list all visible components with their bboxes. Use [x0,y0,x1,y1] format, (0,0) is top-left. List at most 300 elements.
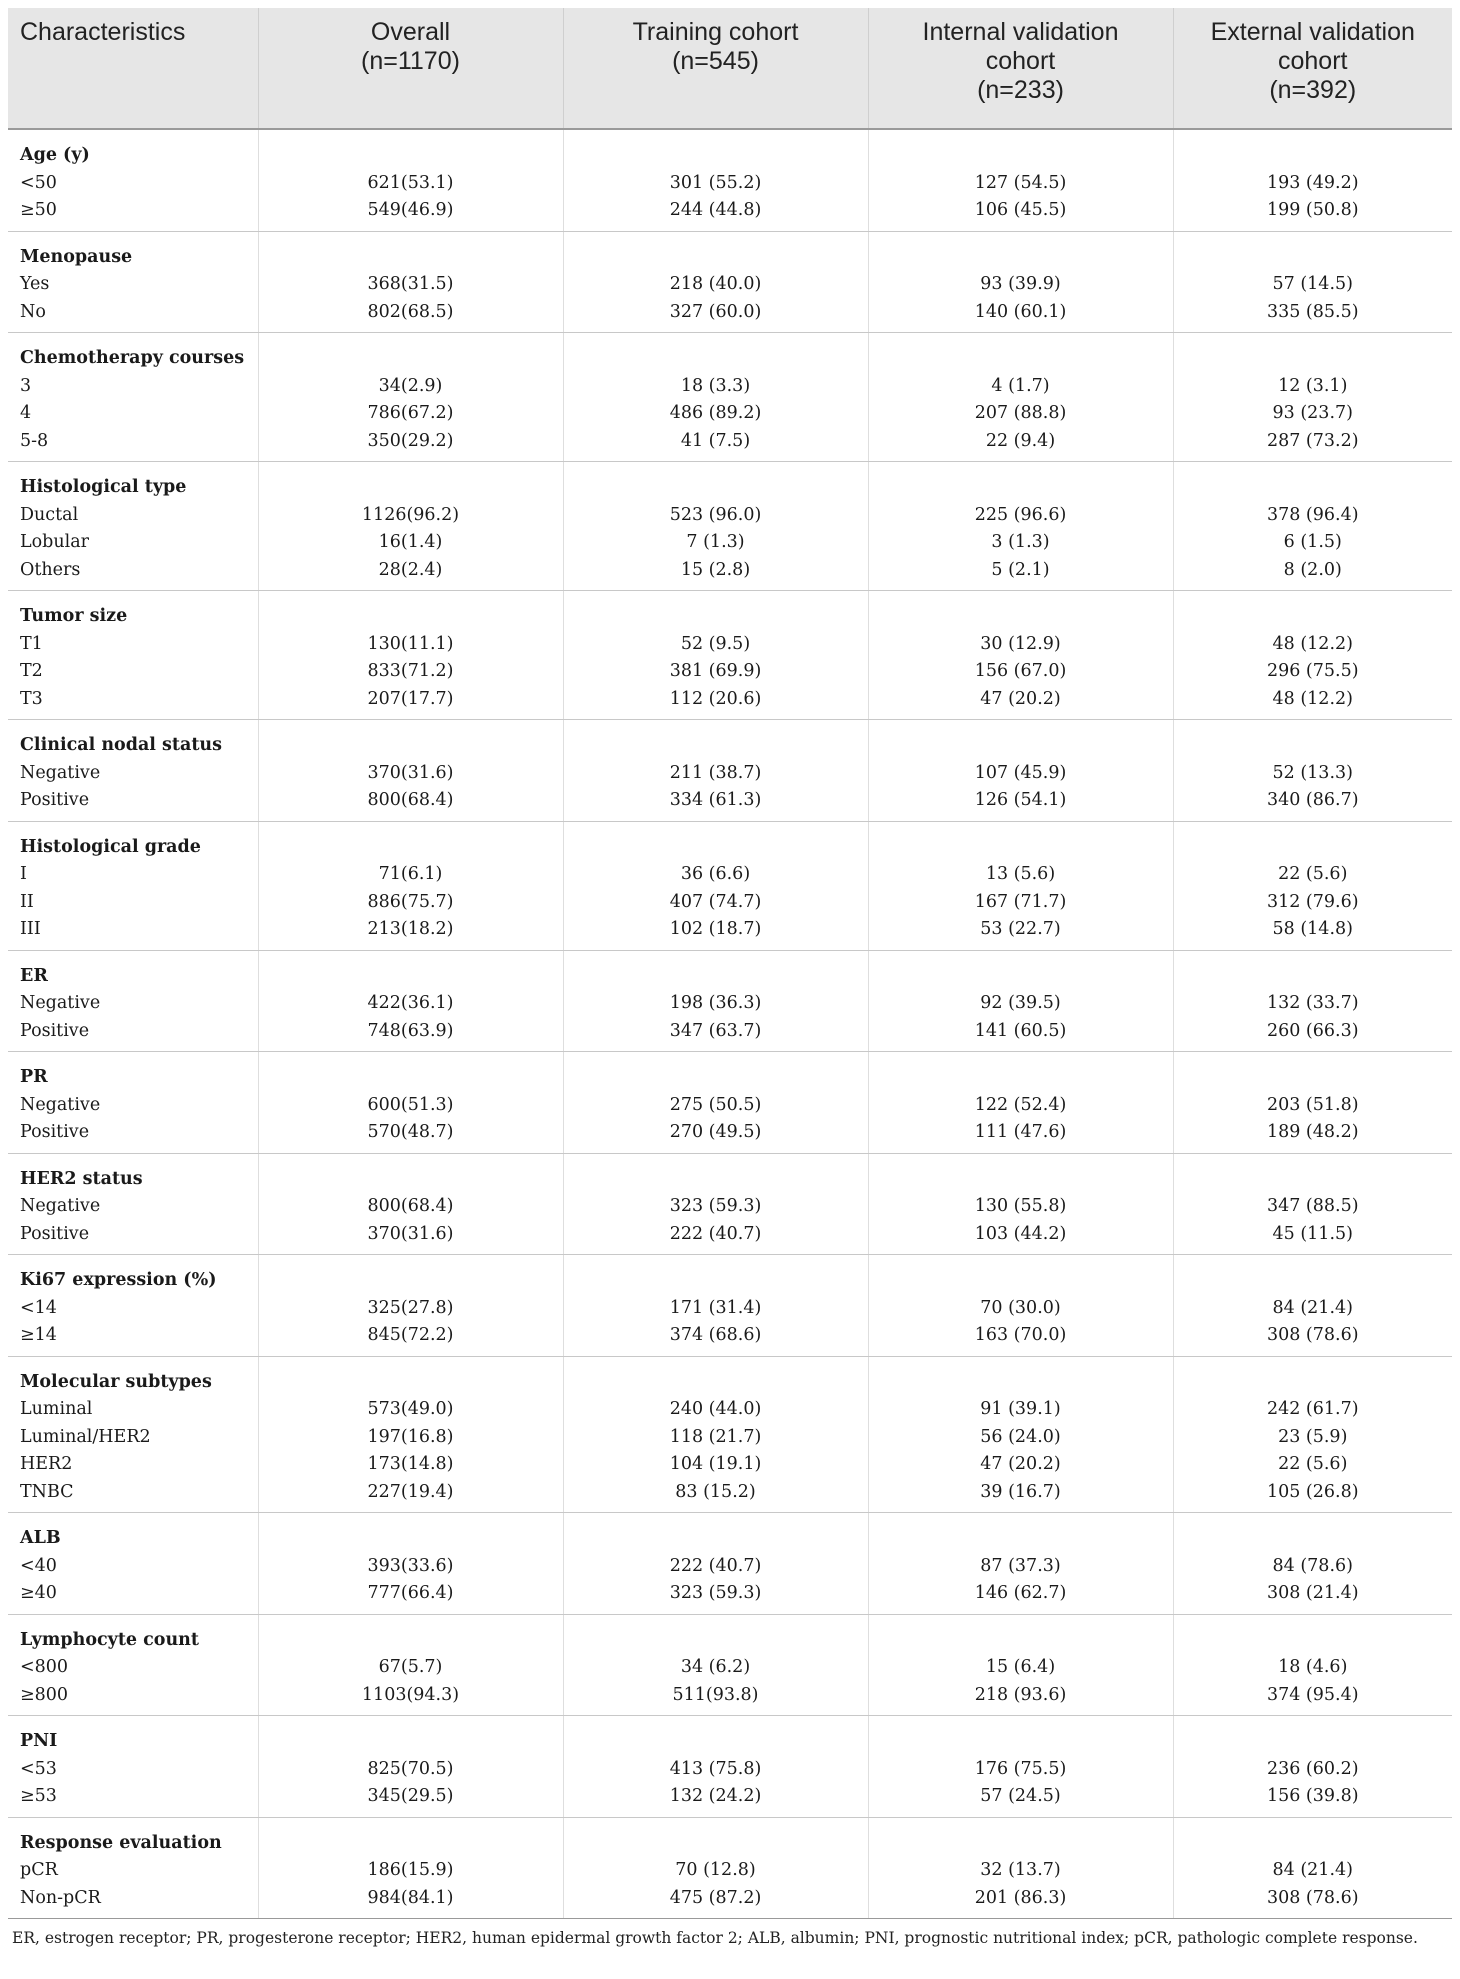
table-row [8,1553,1452,1581]
table-row [8,373,1452,401]
cell-overall: 984(84.1) [258,1885,563,1919]
cell-internal-validation: 107 (45.9) [868,760,1173,788]
cell-internal-validation: 130 (55.8) [868,1193,1173,1221]
cell-training: 511(93.8) [563,1682,868,1716]
table-row [8,760,1452,788]
cell-external-validation: 193 (49.2) [1173,170,1452,198]
empty-cell [258,129,563,170]
row-label: Luminal/HER2 [20,1426,151,1447]
row-label: ≥53 [8,1783,258,1817]
empty-cell [868,591,1173,631]
row-label: <40 [20,1555,57,1576]
cell-external-validation: 22 (5.6) [1173,861,1452,889]
cell-overall: 34(2.9) [258,373,563,401]
cell-training: 70 (12.8) [563,1857,868,1885]
row-label: Non-pCR [8,1885,258,1919]
empty-cell [258,1255,563,1295]
cell-overall: 570(48.7) [258,1119,563,1153]
cell-external-validation: 308 (78.6) [1173,1885,1452,1919]
row-label: I [20,864,27,884]
empty-cell [258,1614,563,1654]
cell-training: 523 (96.0) [563,502,868,530]
row-label: III [8,916,258,950]
cell-internal-validation: 140 (60.1) [868,299,1173,333]
cell-external-validation: 260 (66.3) [1173,1018,1452,1052]
cell-overall: 207(17.7) [258,686,563,720]
empty-cell [563,1356,868,1396]
cell-training: 18 (3.3) [563,373,868,401]
empty-cell [1173,821,1452,861]
cell-internal-validation: 225 (96.6) [868,502,1173,530]
empty-cell [563,333,868,373]
group-label: Response evaluation [20,1832,222,1853]
cell-external-validation: 335 (85.5) [1173,299,1452,333]
empty-cell [1173,231,1452,271]
row-label: Negative [20,993,101,1013]
cell-external-validation: 93 (23.7) [1173,400,1452,428]
cell-training: 323 (59.3) [563,1193,868,1221]
cell-overall: 748(63.9) [258,1018,563,1052]
cell-training: 347 (63.7) [563,1018,868,1052]
table-row [8,1322,1452,1356]
row-label: T2 [20,661,43,681]
cell-external-validation: 203 (51.8) [1173,1092,1452,1120]
cell-overall: 1103(94.3) [258,1682,563,1716]
cell-overall: 28(2.4) [258,557,563,591]
cell-training: 486 (89.2) [563,400,868,428]
cell-training: 275 (50.5) [563,1092,868,1120]
group-header-row [8,1513,1452,1553]
group-label: Molecular subtypes [20,1371,212,1392]
header-line: cohort [985,47,1056,75]
empty-cell [868,129,1173,170]
cell-internal-validation: 39 (16.7) [868,1479,1173,1513]
cell-overall: 130(11.1) [258,631,563,659]
empty-cell [868,1052,1173,1092]
cell-external-validation: 84 (78.6) [1173,1553,1452,1581]
cell-training: 327 (60.0) [563,299,868,333]
cell-internal-validation: 13 (5.6) [868,861,1173,889]
cell-training: 104 (19.1) [563,1451,868,1479]
table-row [8,658,1452,686]
row-label: Positive [8,787,258,821]
cell-overall: 1126(96.2) [258,502,563,530]
group-label: Menopause [20,246,133,267]
row-label: 5-8 [8,428,258,462]
header-external-validation-cohort [1173,8,1452,129]
cell-overall: 345(29.5) [258,1783,563,1817]
cell-overall: 370(31.6) [258,1221,563,1255]
cell-training: 211 (38.7) [563,760,868,788]
empty-cell [563,720,868,760]
group-label: ALB [20,1528,61,1548]
cell-internal-validation: 57 (24.5) [868,1783,1173,1817]
cell-external-validation: 57 (14.5) [1173,271,1452,299]
empty-cell [1173,333,1452,373]
row-label: ≥40 [8,1580,258,1614]
empty-cell [1173,591,1452,631]
cell-training: 301 (55.2) [563,170,868,198]
row-label: <800 [20,1657,69,1677]
empty-cell [1173,1153,1452,1193]
table-footnote: ER, estrogen receptor; PR, progesterone receptor; HER2, human epidermal growth factor 2; ALB, albumin; PNI, prognostic nutritional index; pCR, pathologic complete response. [12,1929,1418,1947]
row-label: HER2 [20,1454,73,1474]
empty-cell [258,1817,563,1857]
cell-external-validation: 23 (5.9) [1173,1424,1452,1452]
cell-training: 15 (2.8) [563,557,868,591]
cell-training: 112 (20.6) [563,686,868,720]
table-row [8,1654,1452,1682]
cell-external-validation: 374 (95.4) [1173,1682,1452,1716]
cell-external-validation: 84 (21.4) [1173,1295,1452,1323]
table-row [8,557,1452,591]
group-header-row [8,1153,1452,1193]
cell-overall: 213(18.2) [258,916,563,950]
table-row [8,686,1452,720]
cell-overall: 197(16.8) [258,1424,563,1452]
cell-external-validation: 58 (14.8) [1173,916,1452,950]
table-row [8,1092,1452,1120]
cell-internal-validation: 70 (30.0) [868,1295,1173,1323]
header-overall [258,8,563,129]
row-label: ≥800 [8,1682,258,1716]
empty-cell [868,720,1173,760]
cell-external-validation: 199 (50.8) [1173,197,1452,231]
empty-cell [1173,462,1452,502]
cell-external-validation: 312 (79.6) [1173,889,1452,917]
table-row [8,1424,1452,1452]
empty-cell [563,591,868,631]
cell-overall: 573(49.0) [258,1396,563,1424]
group-label: HER2 status [20,1168,143,1189]
cell-training: 222 (40.7) [563,1553,868,1581]
group-header-row [8,1052,1452,1092]
cell-external-validation: 48 (12.2) [1173,686,1452,720]
cell-external-validation: 236 (60.2) [1173,1756,1452,1784]
empty-cell [563,129,868,170]
cell-external-validation: 8 (2.0) [1173,557,1452,591]
table-row [8,1396,1452,1424]
cell-internal-validation: 91 (39.1) [868,1396,1173,1424]
cell-overall: 802(68.5) [258,299,563,333]
empty-cell [563,1153,868,1193]
cell-external-validation: 287 (73.2) [1173,428,1452,462]
row-label: T3 [8,686,258,720]
empty-cell [868,1255,1173,1295]
cell-internal-validation: 47 (20.2) [868,686,1173,720]
empty-cell [868,1614,1173,1654]
empty-cell [563,1255,868,1295]
cell-external-validation: 45 (11.5) [1173,1221,1452,1255]
cell-overall: 833(71.2) [258,658,563,686]
group-header-row [8,129,1452,170]
empty-cell [258,1716,563,1756]
group-header-row [8,1817,1452,1857]
header-line: (n=1170) [361,47,460,75]
row-label: <53 [20,1758,57,1779]
empty-cell [258,950,563,990]
cell-training: 198 (36.3) [563,990,868,1018]
row-label: Lobular [20,532,90,552]
table-row [8,1857,1452,1885]
cell-internal-validation: 3 (1.3) [868,529,1173,557]
table-row [8,1756,1452,1784]
empty-cell [1173,1356,1452,1396]
row-label: Positive [8,1018,258,1052]
row-label: pCR [20,1860,58,1880]
group-label: ER [20,965,48,986]
row-label: II [20,891,34,912]
cell-internal-validation: 30 (12.9) [868,631,1173,659]
cell-overall: 845(72.2) [258,1322,563,1356]
empty-cell [563,1817,868,1857]
empty-cell [868,1356,1173,1396]
cell-training: 381 (69.9) [563,658,868,686]
cell-training: 52 (9.5) [563,631,868,659]
cell-training: 270 (49.5) [563,1119,868,1153]
cell-training: 102 (18.7) [563,916,868,950]
table-row [8,1451,1452,1479]
cell-external-validation: 308 (21.4) [1173,1580,1452,1614]
group-label: Histological type [20,477,187,497]
cell-internal-validation: 126 (54.1) [868,787,1173,821]
cell-internal-validation: 22 (9.4) [868,428,1173,462]
cell-training: 475 (87.2) [563,1885,868,1919]
cell-training: 334 (61.3) [563,787,868,821]
cell-overall: 370(31.6) [258,760,563,788]
empty-cell [563,1614,868,1654]
empty-cell [1173,1817,1452,1857]
row-label: TNBC [8,1479,258,1513]
header-training-cohort [563,8,868,129]
table-row [8,990,1452,1018]
table-row [8,400,1452,428]
cell-external-validation: 18 (4.6) [1173,1654,1452,1682]
cell-overall: 186(15.9) [258,1857,563,1885]
table-row [8,889,1452,917]
empty-cell [258,1356,563,1396]
document-page [8,8,1452,1947]
empty-cell [258,231,563,271]
cell-overall: 227(19.4) [258,1479,563,1513]
cell-internal-validation: 53 (22.7) [868,916,1173,950]
group-label: Histological grade [20,836,201,857]
cell-overall: 368(31.5) [258,271,563,299]
group-header-row [8,333,1452,373]
header-line: Overall [370,18,451,46]
table-row [8,1295,1452,1323]
group-label: Age (y) [20,145,90,165]
cell-external-validation: 378 (96.4) [1173,502,1452,530]
cell-external-validation: 308 (78.6) [1173,1322,1452,1356]
cell-external-validation: 48 (12.2) [1173,631,1452,659]
cell-training: 323 (59.3) [563,1580,868,1614]
empty-cell [258,821,563,861]
group-label: Lymphocyte count [20,1629,199,1650]
table-row [8,1479,1452,1513]
empty-cell [1173,1052,1452,1092]
empty-cell [868,462,1173,502]
table-row [8,1885,1452,1919]
table-row [8,861,1452,889]
header-line: Training cohort [632,18,799,46]
empty-cell [563,1513,868,1553]
cell-internal-validation: 47 (20.2) [868,1451,1173,1479]
row-label: Ductal [20,504,79,525]
group-header-row [8,1356,1452,1396]
row-label: No [8,299,258,333]
row-label: ≥14 [8,1322,258,1356]
characteristics-table [8,8,1452,1919]
cell-overall: 325(27.8) [258,1295,563,1323]
header-line: Characteristics [20,18,186,46]
cell-internal-validation: 56 (24.0) [868,1424,1173,1452]
cell-external-validation: 6 (1.5) [1173,529,1452,557]
cell-internal-validation: 111 (47.6) [868,1119,1173,1153]
cell-overall: 886(75.7) [258,889,563,917]
table-body [8,129,1452,1919]
cell-internal-validation: 93 (39.9) [868,271,1173,299]
row-label: Negative [20,1196,101,1216]
cell-external-validation: 156 (39.8) [1173,1783,1452,1817]
cell-internal-validation: 176 (75.5) [868,1756,1173,1784]
row-label: 3 [20,375,32,396]
empty-cell [563,950,868,990]
empty-cell [1173,1255,1452,1295]
cell-overall: 16(1.4) [258,529,563,557]
cell-internal-validation: 167 (71.7) [868,889,1173,917]
header-line: (n=392) [1269,76,1357,104]
cell-training: 244 (44.8) [563,197,868,231]
header-line: Internal validation [922,18,1119,46]
table-row [8,529,1452,557]
group-label: Tumor size [20,606,128,626]
cell-overall: 173(14.8) [258,1451,563,1479]
empty-cell [868,231,1173,271]
cell-internal-validation: 156 (67.0) [868,658,1173,686]
empty-cell [258,1052,563,1092]
cell-internal-validation: 207 (88.8) [868,400,1173,428]
cell-training: 83 (15.2) [563,1479,868,1513]
cell-internal-validation: 218 (93.6) [868,1682,1173,1716]
group-label: Chemotherapy courses [20,348,245,368]
cell-internal-validation: 106 (45.5) [868,197,1173,231]
empty-cell [563,821,868,861]
empty-cell [258,1153,563,1193]
table-row [8,1221,1452,1255]
header-line: cohort [1278,47,1348,75]
cell-overall: 67(5.7) [258,1654,563,1682]
cell-training: 36 (6.6) [563,861,868,889]
cell-training: 34 (6.2) [563,1654,868,1682]
cell-internal-validation: 32 (13.7) [868,1857,1173,1885]
empty-cell [1173,1614,1452,1654]
cell-internal-validation: 4 (1.7) [868,373,1173,401]
empty-cell [1173,720,1452,760]
empty-cell [1173,129,1452,170]
cell-training: 413 (75.8) [563,1756,868,1784]
row-label: Positive [8,1119,258,1153]
empty-cell [563,462,868,502]
table-row [8,1783,1452,1817]
group-label: PNI [20,1731,58,1751]
empty-cell [258,462,563,502]
table-row [8,502,1452,530]
cell-training: 407 (74.7) [563,889,868,917]
row-label: T1 [20,633,43,654]
cell-overall: 825(70.5) [258,1756,563,1784]
empty-cell [868,1153,1173,1193]
group-header-row [8,1716,1452,1756]
table-row [8,1682,1452,1716]
cell-external-validation: 52 (13.3) [1173,760,1452,788]
cell-training: 240 (44.0) [563,1396,868,1424]
row-label: <14 [20,1297,57,1318]
table-row [8,631,1452,659]
header-line: (n=233) [977,76,1064,104]
cell-overall: 71(6.1) [258,861,563,889]
empty-cell [868,821,1173,861]
empty-cell [1173,1513,1452,1553]
table-row [8,916,1452,950]
table-row [8,1193,1452,1221]
cell-training: 222 (40.7) [563,1221,868,1255]
cell-overall: 800(68.4) [258,1193,563,1221]
row-label: 4 [20,403,32,423]
cell-overall: 350(29.2) [258,428,563,462]
row-label: ≥50 [8,197,258,231]
row-label: <50 [20,172,57,193]
cell-internal-validation: 87 (37.3) [868,1553,1173,1581]
group-header-row [8,821,1452,861]
cell-external-validation: 347 (88.5) [1173,1193,1452,1221]
cell-training: 41 (7.5) [563,428,868,462]
empty-cell [1173,1716,1452,1756]
group-header-row [8,1255,1452,1295]
table-row [8,197,1452,231]
empty-cell [563,231,868,271]
cell-overall: 786(67.2) [258,400,563,428]
cell-internal-validation: 201 (86.3) [868,1885,1173,1919]
cell-internal-validation: 127 (54.5) [868,170,1173,198]
empty-cell [868,1513,1173,1553]
group-label: PR [20,1067,48,1087]
cell-internal-validation: 15 (6.4) [868,1654,1173,1682]
empty-cell [258,333,563,373]
group-header-row [8,231,1452,271]
empty-cell [563,1716,868,1756]
table-header-row [8,8,1452,129]
empty-cell [868,950,1173,990]
cell-external-validation: 242 (61.7) [1173,1396,1452,1424]
cell-internal-validation: 163 (70.0) [868,1322,1173,1356]
cell-training: 132 (24.2) [563,1783,868,1817]
row-label: Yes [20,274,50,294]
cell-internal-validation: 141 (60.5) [868,1018,1173,1052]
header-line: (n=545) [672,47,759,75]
group-header-row [8,462,1452,502]
table-row [8,271,1452,299]
empty-cell [258,1513,563,1553]
row-label: Positive [8,1221,258,1255]
table-row [8,1018,1452,1052]
empty-cell [868,333,1173,373]
table-row [8,1119,1452,1153]
cell-overall: 393(33.6) [258,1553,563,1581]
table-row [8,787,1452,821]
cell-external-validation: 105 (26.8) [1173,1479,1452,1513]
cell-internal-validation: 5 (2.1) [868,557,1173,591]
